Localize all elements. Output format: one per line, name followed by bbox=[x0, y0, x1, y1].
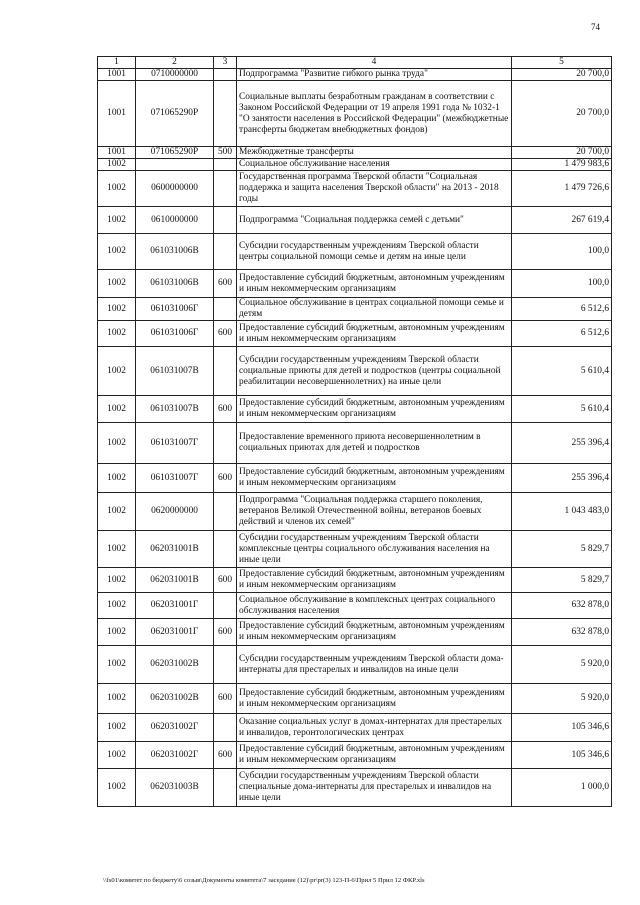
cell-c5: 5 920,0 bbox=[512, 684, 612, 714]
budget-table bbox=[97, 56, 612, 807]
cell-c4: Предоставление субсидий бюджетным, автономным учреждениям и иным некоммерческим организациям bbox=[237, 396, 512, 423]
cell-c1: 1002 bbox=[98, 646, 136, 684]
cell-c1: 1002 bbox=[98, 568, 136, 593]
table-row bbox=[98, 464, 612, 493]
cell-c4: Предоставление субсидий бюджетным, автономным учреждениям и иным некоммерческим организациям bbox=[237, 568, 512, 593]
table-row bbox=[98, 298, 612, 321]
cell-c1: 1002 bbox=[98, 423, 136, 464]
cell-c4: Государственная программа Тверской области "Социальная поддержка и защита населения Тверской области" на 2013 - 2018 годы bbox=[237, 171, 512, 207]
table-row bbox=[98, 396, 612, 423]
cell-c1: 1002 bbox=[98, 396, 136, 423]
cell-c3: 500 bbox=[214, 147, 237, 159]
cell-c5: 6 512,6 bbox=[512, 321, 612, 347]
cell-c4: Предоставление субсидий бюджетным, автономным учреждениям и иным некоммерческим организациям bbox=[237, 464, 512, 493]
cell-c2: 062031002В bbox=[136, 684, 214, 714]
table-row bbox=[98, 593, 612, 619]
cell-c3: 600 bbox=[214, 742, 237, 769]
cell-c2: 061031007В bbox=[136, 347, 214, 396]
cell-c1: 1002 bbox=[98, 171, 136, 207]
cell-c3 bbox=[214, 298, 237, 321]
cell-c4: Социальные выплаты безработным гражданам в соответствии с Законом Российской Федерации от 19 апреля 1991 года № 1032-1 "О занятости населения в Российской Федерации" (межбюджетные трансферты бюджетам внебюджетных фондов) bbox=[237, 81, 512, 147]
cell-c3 bbox=[214, 69, 237, 81]
cell-c4: Предоставление субсидий бюджетным, автономным учреждениям и иным некоммерческим организациям bbox=[237, 321, 512, 347]
cell-c5: 1 043 483,0 bbox=[512, 493, 612, 531]
cell-c1: 1001 bbox=[98, 147, 136, 159]
cell-c1: 1002 bbox=[98, 234, 136, 270]
header-cell: 5 bbox=[512, 57, 612, 69]
cell-c5: 632 878,0 bbox=[512, 619, 612, 646]
cell-c3: 600 bbox=[214, 321, 237, 347]
cell-c4: Субсидии государственным учреждениям Тверской области дома-интернаты для престарелых и инвалидов на иные цели bbox=[237, 646, 512, 684]
table-row bbox=[98, 270, 612, 298]
cell-c5: 105 346,6 bbox=[512, 714, 612, 742]
table-row bbox=[98, 69, 612, 81]
cell-c4: Субсидии государственным учреждениям Тверской области центры социальной помощи семье и детям на иные цели bbox=[237, 234, 512, 270]
header-cell: 4 bbox=[237, 57, 512, 69]
cell-c1: 1002 bbox=[98, 742, 136, 769]
table-row bbox=[98, 684, 612, 714]
cell-c3 bbox=[214, 347, 237, 396]
cell-c1: 1002 bbox=[98, 531, 136, 568]
cell-c5: 5 829,7 bbox=[512, 568, 612, 593]
cell-c4: Субсидии государственным учреждениям Тверской области комплексные центры социального обслуживания населения на иные цели bbox=[237, 531, 512, 568]
table-row bbox=[98, 769, 612, 807]
cell-c5: 100,0 bbox=[512, 234, 612, 270]
cell-c2 bbox=[136, 159, 214, 171]
cell-c3 bbox=[214, 531, 237, 568]
table-row bbox=[98, 568, 612, 593]
cell-c1: 1001 bbox=[98, 81, 136, 147]
table-header-row bbox=[98, 57, 612, 69]
cell-c5: 5 829,7 bbox=[512, 531, 612, 568]
cell-c2: 071065290Р bbox=[136, 147, 214, 159]
table-row bbox=[98, 347, 612, 396]
cell-c2: 061031006Г bbox=[136, 321, 214, 347]
cell-c4: Предоставление субсидий бюджетным, автономным учреждениям и иным некоммерческим организациям bbox=[237, 270, 512, 298]
table-row bbox=[98, 207, 612, 234]
cell-c1: 1002 bbox=[98, 298, 136, 321]
cell-c3 bbox=[214, 171, 237, 207]
header-cell: 1 bbox=[98, 57, 136, 69]
page-number: 74 bbox=[591, 22, 600, 32]
cell-c1: 1002 bbox=[98, 684, 136, 714]
cell-c1: 1002 bbox=[98, 769, 136, 807]
cell-c2: 062031002Г bbox=[136, 742, 214, 769]
cell-c2: 062031002Г bbox=[136, 714, 214, 742]
table-row bbox=[98, 159, 612, 171]
cell-c5: 267 619,4 bbox=[512, 207, 612, 234]
cell-c1: 1002 bbox=[98, 207, 136, 234]
table-row bbox=[98, 619, 612, 646]
cell-c3 bbox=[214, 234, 237, 270]
cell-c4: Субсидии государственным учреждениям Тверской области специальные дома-интернаты для престарелых и инвалидов на иные цели bbox=[237, 769, 512, 807]
header-cell: 3 bbox=[214, 57, 237, 69]
cell-c3 bbox=[214, 714, 237, 742]
cell-c4: Предоставление субсидий бюджетным, автономным учреждениям и иным некоммерческим организациям bbox=[237, 619, 512, 646]
cell-c4: Предоставление временного приюта несовершеннолетним в социальных приютах для детей и подростков bbox=[237, 423, 512, 464]
cell-c2: 062031001В bbox=[136, 531, 214, 568]
cell-c5: 255 396,4 bbox=[512, 423, 612, 464]
cell-c2: 071065290Р bbox=[136, 81, 214, 147]
cell-c3 bbox=[214, 646, 237, 684]
table-row bbox=[98, 742, 612, 769]
cell-c4: Социальное обслуживание в комплексных центрах социального обслуживания населения bbox=[237, 593, 512, 619]
file-path-footer: \\fs01\комитет по бюджету\6 созыв\Документы комитета\7 заседание (12)\pr\pr(3) 123-П-6\Прил 5 Прил 12 ФКР.xls bbox=[103, 877, 425, 884]
cell-c4: Подпрограмма "Социальная поддержка старшего поколения, ветеранов Великой Отечественной войны, ветеранов боевых действий и членов их семей" bbox=[237, 493, 512, 531]
cell-c5: 255 396,4 bbox=[512, 464, 612, 493]
cell-c3: 600 bbox=[214, 684, 237, 714]
cell-c2: 061031006Г bbox=[136, 298, 214, 321]
cell-c2: 061031007Г bbox=[136, 464, 214, 493]
cell-c5: 1 000,0 bbox=[512, 769, 612, 807]
cell-c3: 600 bbox=[214, 619, 237, 646]
table-row bbox=[98, 531, 612, 568]
cell-c3: 600 bbox=[214, 568, 237, 593]
cell-c4: Социальное обслуживание в центрах социальной помощи семье и детям bbox=[237, 298, 512, 321]
cell-c4: Предоставление субсидий бюджетным, автономным учреждениям и иным некоммерческим организациям bbox=[237, 742, 512, 769]
cell-c1: 1002 bbox=[98, 493, 136, 531]
cell-c3 bbox=[214, 81, 237, 147]
cell-c1: 1002 bbox=[98, 714, 136, 742]
cell-c1: 1002 bbox=[98, 464, 136, 493]
cell-c4: Оказание социальных услуг в домах-интернатах для престарелых и инвалидов, геронтологических центрах bbox=[237, 714, 512, 742]
cell-c3 bbox=[214, 493, 237, 531]
cell-c2: 062031003В bbox=[136, 769, 214, 807]
cell-c5: 100,0 bbox=[512, 270, 612, 298]
cell-c5: 632 878,0 bbox=[512, 593, 612, 619]
cell-c5: 6 512,6 bbox=[512, 298, 612, 321]
table-row bbox=[98, 147, 612, 159]
cell-c5: 1 479 983,6 bbox=[512, 159, 612, 171]
table-row bbox=[98, 423, 612, 464]
cell-c2: 0710000000 bbox=[136, 69, 214, 81]
cell-c2: 061031006В bbox=[136, 234, 214, 270]
table-row bbox=[98, 493, 612, 531]
cell-c3: 600 bbox=[214, 270, 237, 298]
cell-c3 bbox=[214, 159, 237, 171]
cell-c1: 1002 bbox=[98, 593, 136, 619]
cell-c5: 20 700,0 bbox=[512, 147, 612, 159]
cell-c3 bbox=[214, 207, 237, 234]
cell-c1: 1002 bbox=[98, 270, 136, 298]
cell-c2: 062031001Г bbox=[136, 619, 214, 646]
cell-c5: 105 346,6 bbox=[512, 742, 612, 769]
cell-c4: Социальное обслуживание населения bbox=[237, 159, 512, 171]
table-row bbox=[98, 321, 612, 347]
cell-c5: 5 920,0 bbox=[512, 646, 612, 684]
cell-c4: Межбюджетные трансферты bbox=[237, 147, 512, 159]
cell-c4: Подпрограмма "Развитие гибкого рынка труда" bbox=[237, 69, 512, 81]
cell-c1: 1002 bbox=[98, 347, 136, 396]
cell-c3: 600 bbox=[214, 396, 237, 423]
cell-c1: 1002 bbox=[98, 619, 136, 646]
cell-c4: Субсидии государственным учреждениям Тверской области социальные приюты для детей и подростков (центры социальной реабилитации несовершеннолетних) на иные цели bbox=[237, 347, 512, 396]
cell-c1: 1001 bbox=[98, 69, 136, 81]
cell-c1: 1002 bbox=[98, 321, 136, 347]
cell-c2: 0600000000 bbox=[136, 171, 214, 207]
cell-c4: Подпрограмма "Социальная поддержка семей с детьми" bbox=[237, 207, 512, 234]
cell-c5: 1 479 726,6 bbox=[512, 171, 612, 207]
cell-c2: 062031001В bbox=[136, 568, 214, 593]
cell-c3 bbox=[214, 593, 237, 619]
cell-c2: 061031007Г bbox=[136, 423, 214, 464]
table-row bbox=[98, 234, 612, 270]
cell-c2: 062031002В bbox=[136, 646, 214, 684]
cell-c4: Предоставление субсидий бюджетным, автономным учреждениям и иным некоммерческим организациям bbox=[237, 684, 512, 714]
cell-c2: 0610000000 bbox=[136, 207, 214, 234]
cell-c2: 062031001Г bbox=[136, 593, 214, 619]
table-row bbox=[98, 714, 612, 742]
cell-c2: 0620000000 bbox=[136, 493, 214, 531]
cell-c2: 061031006В bbox=[136, 270, 214, 298]
table-row bbox=[98, 81, 612, 147]
header-cell: 2 bbox=[136, 57, 214, 69]
cell-c2: 061031007В bbox=[136, 396, 214, 423]
cell-c5: 5 610,4 bbox=[512, 347, 612, 396]
cell-c5: 20 700,0 bbox=[512, 81, 612, 147]
cell-c5: 20 700,0 bbox=[512, 69, 612, 81]
cell-c1: 1002 bbox=[98, 159, 136, 171]
table-row bbox=[98, 646, 612, 684]
cell-c3 bbox=[214, 769, 237, 807]
table-row bbox=[98, 171, 612, 207]
cell-c3: 600 bbox=[214, 464, 237, 493]
cell-c5: 5 610,4 bbox=[512, 396, 612, 423]
cell-c3 bbox=[214, 423, 237, 464]
